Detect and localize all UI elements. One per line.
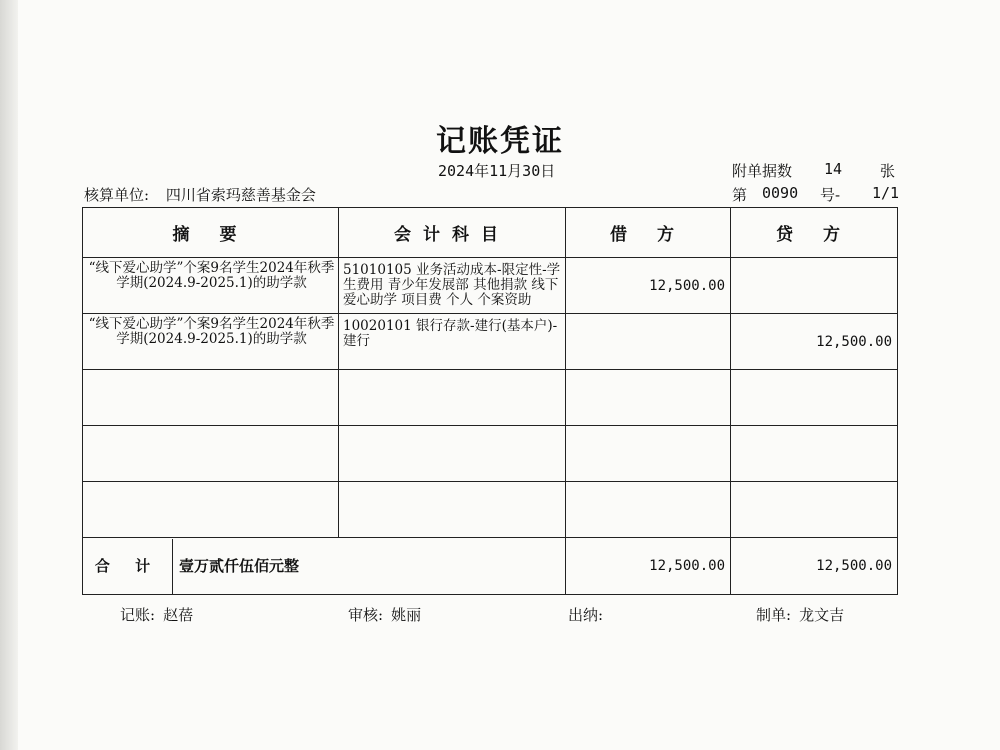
accounting-unit-name: 四川省索玛慈善基金会 <box>165 186 316 204</box>
total-debit: 12,500.00 <box>566 538 731 595</box>
row-debit: 12,500.00 <box>566 258 731 314</box>
row-credit: 12,500.00 <box>731 314 898 370</box>
footer-bookkeeper <box>120 604 193 625</box>
table-row <box>83 314 898 370</box>
total-credit: 12,500.00 <box>731 538 898 595</box>
attachment-label: 附单据数 <box>732 162 793 180</box>
table-row <box>83 258 898 314</box>
attachment-number: 14 <box>824 160 843 178</box>
row-debit <box>566 314 731 370</box>
attachment-unit: 张 <box>880 162 896 180</box>
voucher-number-value: 0090 <box>762 184 799 202</box>
total-in-words: 壹万贰仟伍佰元整 <box>179 556 300 575</box>
header-summary: 摘 要 <box>83 208 339 258</box>
bookkeeper-name: 赵蓓 <box>163 606 194 624</box>
row-summary: “线下爱心助学”个案9名学生2024年秋季学期(2024.9-2025.1)的助学款 <box>83 258 339 314</box>
scan-edge <box>0 0 18 750</box>
voucher-number-prefix: 第 <box>732 186 748 204</box>
bookkeeper-label: 记账: <box>120 606 156 624</box>
voucher-title: 记账凭证 <box>436 124 564 159</box>
empty-row <box>83 482 898 538</box>
total-label: 合 计 <box>83 539 173 594</box>
empty-row <box>83 370 898 426</box>
reviewer-label: 审核: <box>348 606 384 624</box>
row-credit <box>731 258 898 314</box>
footer-cashier <box>568 604 611 625</box>
preparer-label: 制单: <box>756 606 792 624</box>
reviewer-name: 姚丽 <box>391 606 422 624</box>
row-account: 10020101 银行存款-建行(基本户)-建行 <box>339 314 566 370</box>
header-debit: 借 方 <box>566 208 731 258</box>
accounting-unit-label: 核算单位: <box>84 186 150 204</box>
total-row <box>83 538 898 595</box>
footer-reviewer <box>348 604 421 625</box>
accounting-unit <box>84 184 316 205</box>
preparer-name: 龙文吉 <box>799 606 845 624</box>
cashier-label: 出纳: <box>568 606 604 624</box>
voucher-number-suffix: 号- <box>820 186 841 204</box>
voucher-date: 2024年11月30日 <box>438 162 556 180</box>
total-cell <box>83 538 566 595</box>
empty-row <box>83 426 898 482</box>
footer-preparer <box>756 604 844 625</box>
voucher-table <box>82 207 898 595</box>
voucher-page: 1/1 <box>872 184 900 202</box>
header-account: 会计科目 <box>339 208 566 258</box>
row-summary: “线下爱心助学”个案9名学生2024年秋季学期(2024.9-2025.1)的助学款 <box>83 314 339 370</box>
table-header-row <box>83 208 898 258</box>
header-credit: 贷 方 <box>731 208 898 258</box>
row-account: 51010105 业务活动成本-限定性-学生费用 青少年发展部 其他捐款 线下爱心助学 项目费 个人 个案资助 <box>339 258 566 314</box>
